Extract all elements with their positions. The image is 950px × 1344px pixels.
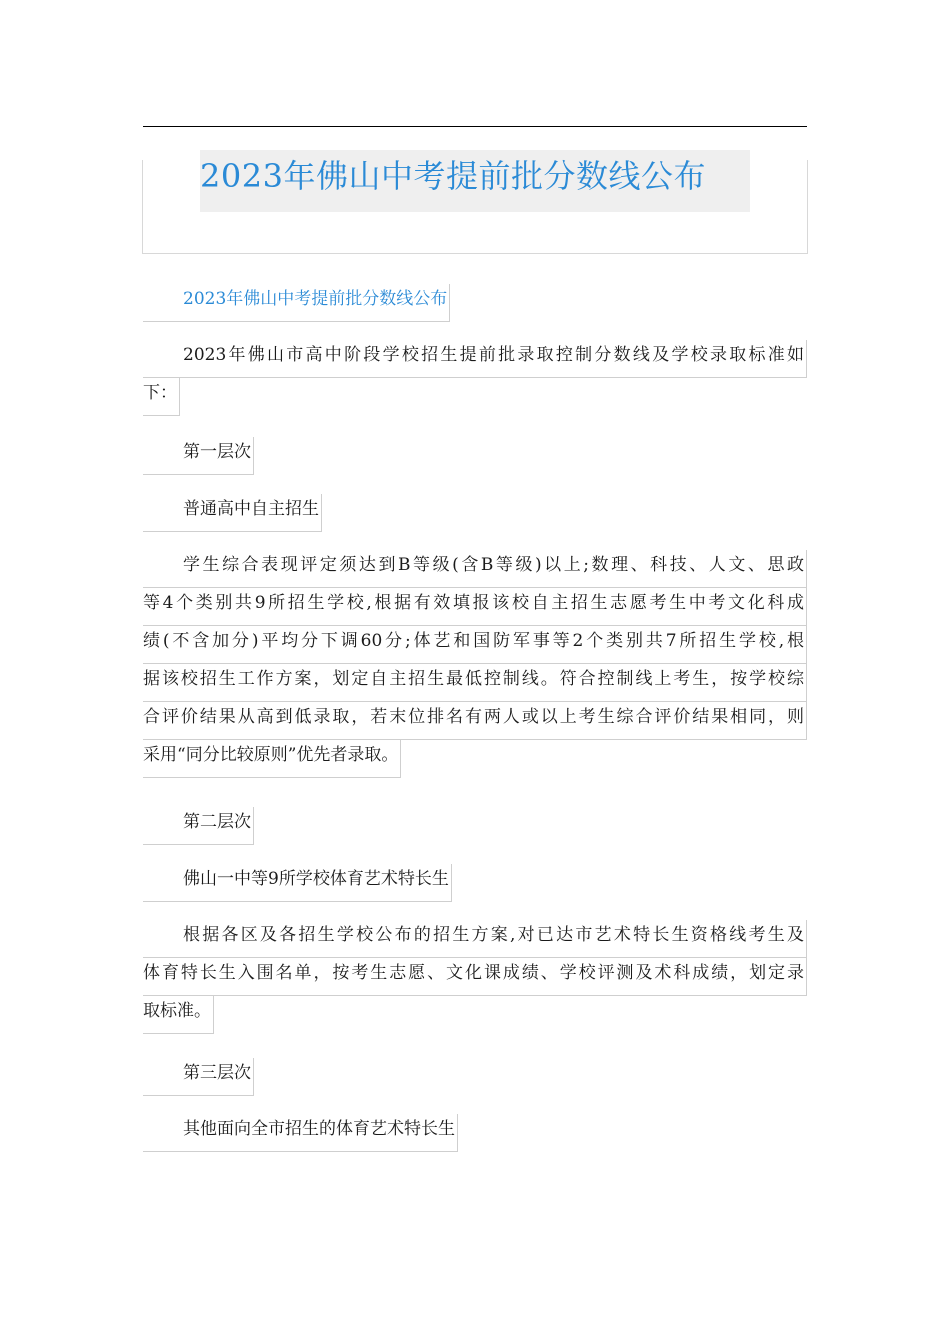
top-rule <box>143 126 807 127</box>
level1-label-paragraph <box>143 437 254 475</box>
level2-body-line: 体育特长生入围名单，按考生志愿、文化课成绩、学校评测及术科成绩，划定录 <box>143 958 807 996</box>
level2-body-paragraph <box>143 920 807 1034</box>
level2-label: 第二层次 <box>143 807 254 845</box>
level3-label-paragraph <box>143 1058 254 1096</box>
level2-heading: 佛山一中等9所学校体育艺术特长生 <box>143 864 452 902</box>
level1-body-line: 绩(不含加分)平均分下调60分;体艺和国防军事等2个类别共7所招生学校,根 <box>143 626 807 664</box>
level1-body-line: 据该校招生工作方案，划定自主招生最低控制线。符合控制线上考生，按学校综 <box>143 664 807 702</box>
page-title: 2023年佛山中考提前批分数线公布 <box>200 150 750 212</box>
intro-line: 下： <box>143 378 180 416</box>
intro-paragraph <box>143 340 807 416</box>
level1-body-paragraph <box>143 550 807 778</box>
level3-heading: 其他面向全市招生的体育艺术特长生 <box>143 1114 458 1152</box>
level2-body-line: 取标准。 <box>143 996 214 1034</box>
level1-label: 第一层次 <box>143 437 254 475</box>
level2-label-paragraph <box>143 807 254 845</box>
level1-body-line: 合评价结果从高到低录取，若末位排名有两人或以上考生综合评价结果相同，则 <box>143 702 807 740</box>
subtitle: 2023年佛山中考提前批分数线公布 <box>143 284 450 322</box>
level3-label: 第三层次 <box>143 1058 254 1096</box>
subtitle-paragraph <box>143 284 450 322</box>
level1-body-line: 采用“同分比较原则”优先者录取。 <box>143 740 401 778</box>
level2-body-line: 根据各区及各招生学校公布的招生方案,对已达市艺术特长生资格线考生及 <box>143 920 807 958</box>
level2-heading-paragraph <box>143 864 452 902</box>
intro-line: 2023年佛山市高中阶段学校招生提前批录取控制分数线及学校录取标准如 <box>143 340 807 378</box>
level1-heading-paragraph <box>143 494 322 532</box>
level3-heading-paragraph <box>143 1114 458 1152</box>
level1-heading: 普通高中自主招生 <box>143 494 322 532</box>
level1-body-line: 等4个类别共9所招生学校,根据有效填报该校自主招生志愿考生中考文化科成 <box>143 588 807 626</box>
level1-body-line: 学生综合表现评定须达到B等级(含B等级)以上;数理、科技、人文、思政 <box>143 550 807 588</box>
